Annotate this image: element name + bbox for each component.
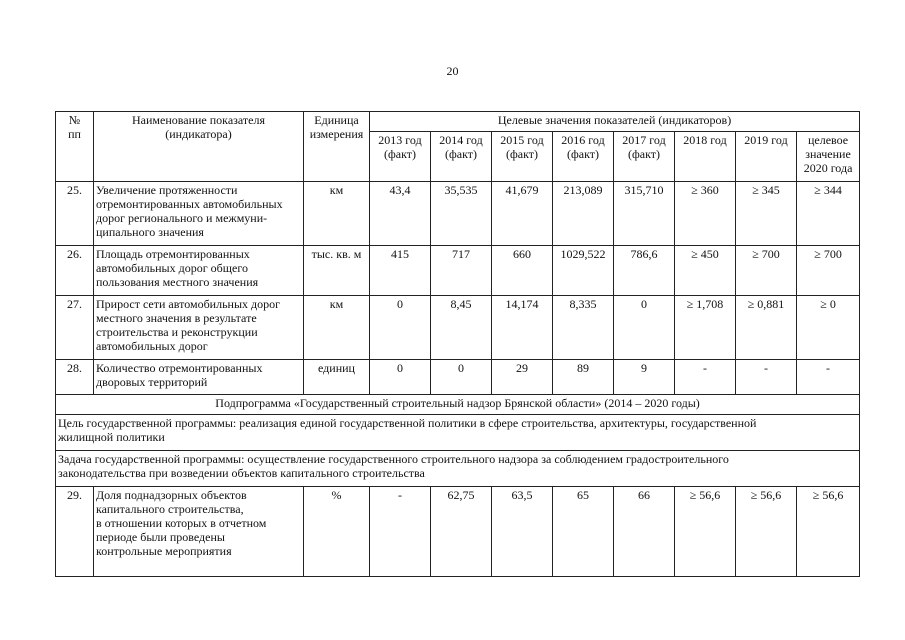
- row-name: Количество отремонтированных дворовых территорий: [94, 360, 304, 395]
- row-value: 8,45: [431, 296, 492, 360]
- row-value: ≥ 450: [675, 246, 736, 296]
- row-name: Площадь отремонтированных автомобильных дорог общего пользования местного значения: [94, 246, 304, 296]
- header-unit: Единица измерения: [304, 112, 370, 182]
- row-value: 63,5: [492, 487, 553, 577]
- row-value: ≥ 56,6: [736, 487, 797, 577]
- row-unit: км: [304, 296, 370, 360]
- goal-row: [56, 415, 860, 451]
- row-unit: %: [304, 487, 370, 577]
- program-task: Задача государственной программы: осуществление государственного строительного надзора за соблюдением градостроительного законодательства при возведении объектов капитального строительства: [56, 451, 860, 487]
- row-value: ≥ 344: [797, 182, 860, 246]
- row-name: Прирост сети автомобильных дорог местного значения в результате строительства и реконструкции автомобильных дорог: [94, 296, 304, 360]
- row-value: ≥ 56,6: [797, 487, 860, 577]
- header-targets: Целевые значения показателей (индикаторов): [370, 112, 860, 132]
- row-value: ≥ 345: [736, 182, 797, 246]
- header-num: № пп: [56, 112, 94, 182]
- row-value: ≥ 700: [797, 246, 860, 296]
- row-value: 29: [492, 360, 553, 395]
- row-value: 0: [431, 360, 492, 395]
- header-year: 2019 год: [736, 132, 797, 182]
- row-value: 9: [614, 360, 675, 395]
- row-value: 0: [370, 360, 431, 395]
- header-year: 2013 год (факт): [370, 132, 431, 182]
- program-goal: Цель государственной программы: реализация единой государственной политики в сфере строительства, архитектуры, государственной жилищной политики: [56, 415, 860, 451]
- row-value: 717: [431, 246, 492, 296]
- row-num: 29.: [56, 487, 94, 577]
- row-value: 786,6: [614, 246, 675, 296]
- row-value: 213,089: [553, 182, 614, 246]
- row-num: 25.: [56, 182, 94, 246]
- row-num: 26.: [56, 246, 94, 296]
- task-row: [56, 451, 860, 487]
- header-year: 2018 год: [675, 132, 736, 182]
- row-value: 65: [553, 487, 614, 577]
- row-value: 41,679: [492, 182, 553, 246]
- header-year: 2015 год (факт): [492, 132, 553, 182]
- row-value: -: [675, 360, 736, 395]
- row-unit: км: [304, 182, 370, 246]
- header-year: целевое значение 2020 года: [797, 132, 860, 182]
- row-value: ≥ 1,708: [675, 296, 736, 360]
- row-value: ≥ 56,6: [675, 487, 736, 577]
- table-row: [56, 487, 860, 577]
- row-value: 62,75: [431, 487, 492, 577]
- table-row: [56, 296, 860, 360]
- row-value: 35,535: [431, 182, 492, 246]
- header-name: Наименование показателя (индикатора): [94, 112, 304, 182]
- row-value: 315,710: [614, 182, 675, 246]
- row-name: Доля поднадзорных объектов капитального строительства, в отношении которых в отчетном периоде были проведены контрольные мероприятия: [94, 487, 304, 577]
- header-year: 2016 год (факт): [553, 132, 614, 182]
- indicators-table: [55, 111, 860, 577]
- page-number: 20: [446, 64, 459, 78]
- row-value: -: [736, 360, 797, 395]
- row-value: -: [370, 487, 431, 577]
- row-value: ≥ 0,881: [736, 296, 797, 360]
- row-value: 415: [370, 246, 431, 296]
- table-row: [56, 182, 860, 246]
- table-row: [56, 246, 860, 296]
- row-value: 14,174: [492, 296, 553, 360]
- row-value: 0: [370, 296, 431, 360]
- row-value: 8,335: [553, 296, 614, 360]
- row-value: 0: [614, 296, 675, 360]
- row-unit: тыс. кв. м: [304, 246, 370, 296]
- row-num: 28.: [56, 360, 94, 395]
- table-row: [56, 360, 860, 395]
- row-value: 660: [492, 246, 553, 296]
- row-value: ≥ 360: [675, 182, 736, 246]
- row-value: -: [797, 360, 860, 395]
- row-value: 43,4: [370, 182, 431, 246]
- row-num: 27.: [56, 296, 94, 360]
- subprogram-row: [56, 395, 860, 415]
- row-unit: единиц: [304, 360, 370, 395]
- row-value: ≥ 0: [797, 296, 860, 360]
- row-value: 89: [553, 360, 614, 395]
- row-name: Увеличение протяженности отремонтированных автомобильных дорог регионального и межмуни- ципального значения: [94, 182, 304, 246]
- row-value: 66: [614, 487, 675, 577]
- row-value: 1029,522: [553, 246, 614, 296]
- row-value: ≥ 700: [736, 246, 797, 296]
- header-year: 2017 год (факт): [614, 132, 675, 182]
- header-row: [56, 112, 860, 132]
- subprogram-title: Подпрограмма «Государственный строительный надзор Брянской области» (2014 – 2020 годы): [56, 395, 860, 415]
- header-year: 2014 год (факт): [431, 132, 492, 182]
